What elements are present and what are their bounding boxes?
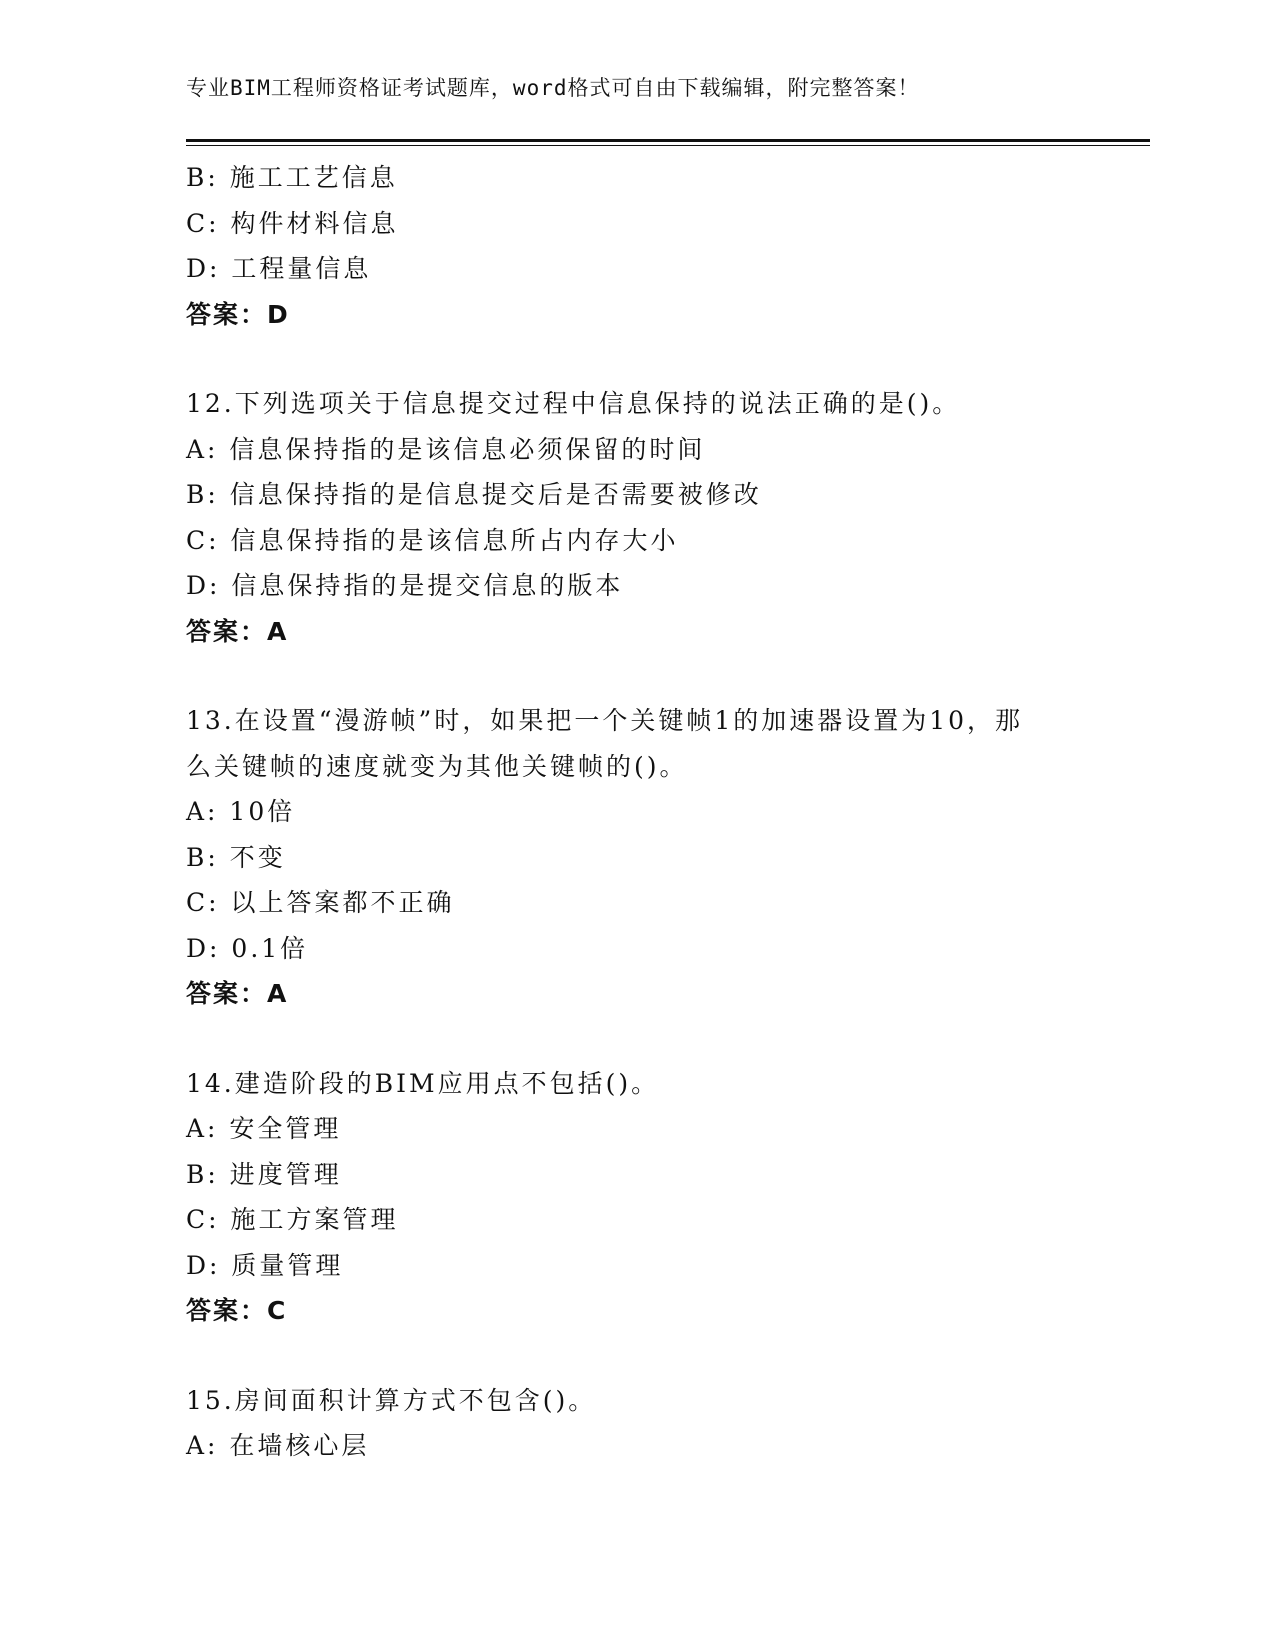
option-b: B: 进度管理 (186, 1159, 342, 1189)
question-block-12 (186, 381, 1106, 654)
question-stem: 15.房间面积计算方式不包含()。 (186, 1385, 597, 1415)
question-stem: 14.建造阶段的BIM应用点不包括()。 (186, 1068, 660, 1098)
question-block-13 (186, 698, 1106, 1017)
option-a: A: 信息保持指的是该信息必须保留的时间 (186, 434, 706, 464)
question-list (186, 155, 1106, 1469)
option-c: C: 构件材料信息 (186, 208, 399, 238)
option-b: B: 施工工艺信息 (186, 163, 398, 192)
option-a: A: 10倍 (186, 797, 296, 826)
answer: 答案：A (186, 616, 289, 646)
option-d: D: 工程量信息 (186, 254, 372, 283)
question-block-15 (186, 1378, 1106, 1469)
option-c: C: 以上答案都不正确 (186, 888, 455, 917)
option-c: C: 施工方案管理 (186, 1205, 399, 1234)
option-b: B: 信息保持指的是信息提交后是否需要被修改 (186, 480, 762, 509)
option-d: D: 质量管理 (186, 1250, 344, 1280)
question-block-14 (186, 1061, 1106, 1334)
header-rule-thin (186, 145, 1150, 146)
option-d: D: 信息保持指的是提交信息的版本 (186, 571, 624, 600)
option-c: C: 信息保持指的是该信息所占内存大小 (186, 525, 679, 555)
page-header: 专业BIM工程师资格证考试题库，word格式可自由下载编辑，附完整答案！ (186, 76, 920, 100)
question-stem-continued: 么关键帧的速度就变为其他关键帧的()。 (186, 751, 688, 781)
option-a: A: 安全管理 (186, 1114, 342, 1143)
question-stem: 12.下列选项关于信息提交过程中信息保持的说法正确的是()。 (186, 389, 961, 418)
question-block-prev (186, 155, 1106, 337)
answer: 答案：A (186, 979, 289, 1008)
header-rule-thick (186, 139, 1150, 142)
option-d: D: 0.1倍 (186, 933, 309, 963)
answer: 答案：C (186, 1296, 288, 1325)
option-a: A: 在墙核心层 (186, 1431, 370, 1460)
option-b: B: 不变 (186, 842, 286, 872)
question-stem: 13.在设置“漫游帧”时，如果把一个关键帧1的加速器设置为10，那 (186, 706, 1024, 735)
answer: 答案：D (186, 299, 290, 329)
